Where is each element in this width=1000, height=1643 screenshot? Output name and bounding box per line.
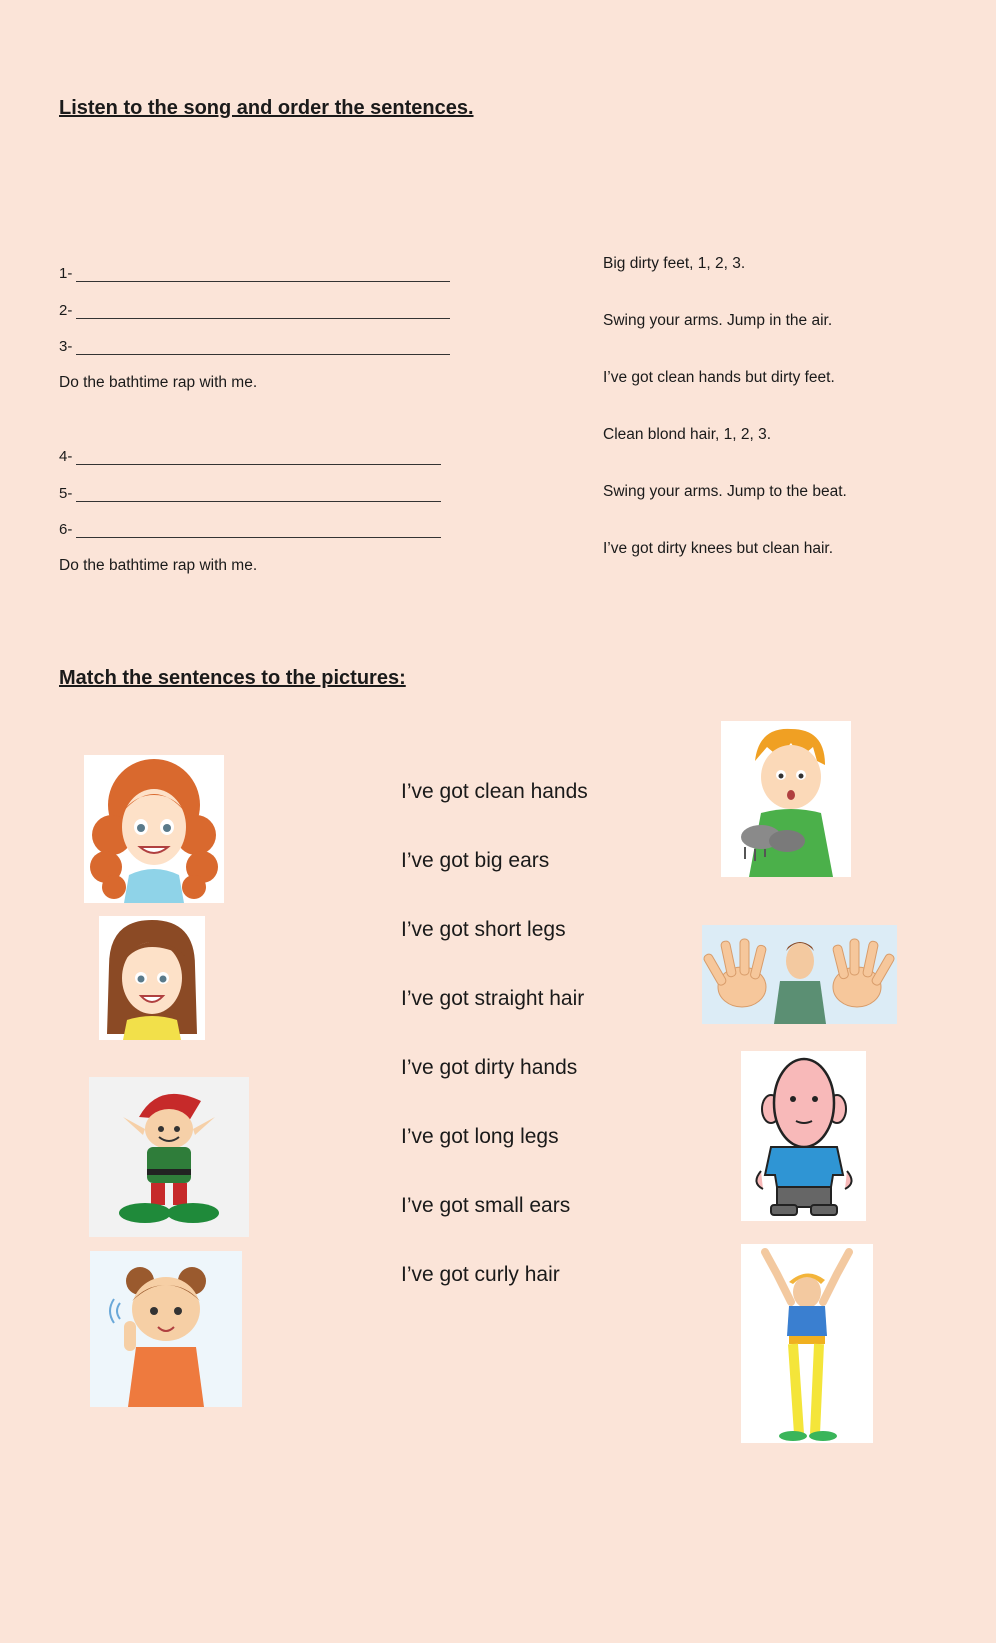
match-sentence[interactable]: I’ve got clean hands bbox=[401, 780, 588, 803]
answer-line-1[interactable]: 1- bbox=[59, 265, 450, 282]
match-heading: Match the sentences to the pictures: bbox=[59, 667, 406, 689]
answer-line-5[interactable]: 5- bbox=[59, 485, 441, 502]
curly-hair-girl-icon[interactable] bbox=[84, 755, 224, 903]
match-sentence[interactable]: I’ve got long legs bbox=[401, 1125, 559, 1148]
answer-line-3[interactable]: 3- bbox=[59, 338, 450, 355]
straight-hair-girl-icon[interactable] bbox=[99, 916, 205, 1040]
answer-line-4[interactable]: 4- bbox=[59, 448, 441, 465]
chorus-line: Do the bathtime rap with me. bbox=[59, 374, 258, 391]
song-sentence: Swing your arms. Jump in the air. bbox=[603, 312, 833, 329]
match-sentence[interactable]: I’ve got big ears bbox=[401, 849, 550, 872]
big-ears-man-icon[interactable] bbox=[741, 1051, 866, 1221]
answer-line-2[interactable]: 2- bbox=[59, 302, 450, 319]
small-ears-girl-icon[interactable] bbox=[90, 1251, 242, 1407]
clean-hands-man-icon[interactable] bbox=[702, 925, 897, 1024]
song-sentence: I’ve got dirty knees but clean hair. bbox=[603, 540, 834, 557]
song-sentence: I’ve got clean hands but dirty feet. bbox=[603, 369, 835, 386]
song-sentence: Big dirty feet, 1, 2, 3. bbox=[603, 255, 746, 272]
match-sentence[interactable]: I’ve got short legs bbox=[401, 918, 566, 941]
match-sentence[interactable]: I’ve got curly hair bbox=[401, 1263, 560, 1286]
match-sentence[interactable]: I’ve got straight hair bbox=[401, 987, 585, 1010]
dirty-hands-boy-icon[interactable] bbox=[721, 721, 851, 877]
match-sentence[interactable]: I’ve got small ears bbox=[401, 1194, 571, 1217]
match-sentence[interactable]: I’ve got dirty hands bbox=[401, 1056, 578, 1079]
answer-line-6[interactable]: 6- bbox=[59, 521, 441, 538]
order-heading: Listen to the song and order the sentences. bbox=[59, 97, 474, 119]
song-sentence: Swing your arms. Jump to the beat. bbox=[603, 483, 847, 500]
long-legs-man-icon[interactable] bbox=[741, 1244, 873, 1443]
chorus-line: Do the bathtime rap with me. bbox=[59, 557, 258, 574]
elf-icon[interactable] bbox=[89, 1077, 249, 1237]
song-sentence: Clean blond hair, 1, 2, 3. bbox=[603, 426, 772, 443]
